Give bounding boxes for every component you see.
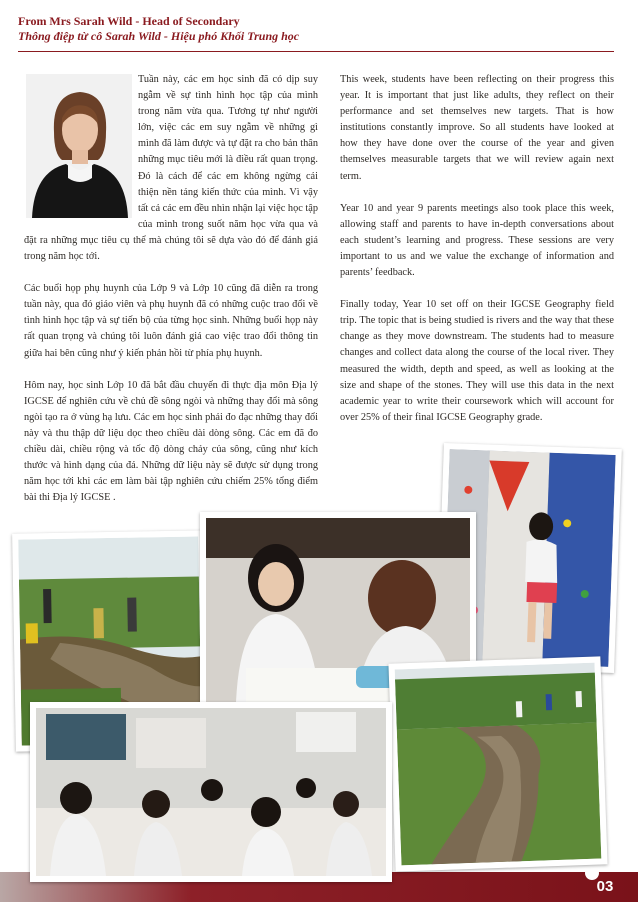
page-header	[18, 14, 618, 44]
vi-paragraph-1: Tuần này, các em học sinh đã có dịp suy ngẫm về sự tình hình học tập của mình trong năm vừa qua. Tương tự như người lớn, việc các em suy ngẫm về những gì mình đã làm được và tự đặt ra cho bản thân những mục tiêu mới là điều rất quan trọng. Đó là cách để các em không ngừng cải thiện nền tảng kiến thức của mình. Vì vậy tất cả các em đều nhìn nhận lại việc học tập của mình trong suốt năm học vừa qua và đặt ra những mục tiêu cụ thể mà chúng tôi sẽ dựa vào đó để đánh giá trong năm học tới.	[24, 74, 318, 263]
vi-paragraph-2: Các buổi họp phụ huynh của Lớp 9 và Lớp 10 cũng đã diễn ra trong tuần này, qua đó giáo viên và phụ huynh đã có những cuộc trao đổi về tình hình học tập và sự tiến bộ của từng học sinh. Những buổi họp này rất quan trọng và chúng tôi luôn đánh giá cao việc trao đổi thông tin giữa hai bên cũng như ý kiến phản hồi từ phía phụ huynh.	[24, 283, 318, 359]
classroom-illustration	[36, 708, 386, 876]
photo-river-walk	[388, 656, 607, 871]
page-number: 03	[596, 878, 614, 895]
photo-classroom	[30, 702, 392, 882]
english-article	[340, 72, 614, 442]
header-title-vi: Thông điệp từ cô Sarah Wild - Hiệu phó Khối Trung học	[18, 29, 300, 43]
en-paragraph-2: Year 10 and year 9 parents meetings also took place this week, allowing staff and parents to have in-depth conversations about each student’s learning and progress. These sessions are very important to us and we value the exchange of information and parents’ feedback.	[340, 202, 614, 279]
river-walk-illustration	[395, 663, 602, 866]
vi-paragraph-3: Hôm nay, học sinh Lớp 10 đã bắt đầu chuyến đi thực địa môn Địa lý IGCSE để nghiên cứu về chủ đề sông ngòi và những thay đổi mà sông ngòi tạo ra ở vùng hạ lưu. Các em học sinh phải đo đạc những thay đổi này và thu thập dữ liệu dọc theo chiều dài dòng sông. Các em đã đo chiều dài, chiều rộng và tốc độ dòng chảy của sông, cũng như kích thước và hình dạng của đá. Những dữ liệu này sẽ được sử dụng trong năm học tới khi các em làm bài tập nghiên cứu chiếm 25% tổng điểm bài thi Địa lý IGCSE .	[24, 379, 318, 504]
vietnamese-article	[24, 72, 318, 522]
header-divider	[18, 51, 614, 52]
en-paragraph-3: Finally today, Year 10 set off on their IGCSE Geography field trip. The topic that is being studied is rivers and the way that these change as they move downstream. The students had to measure changes and collect data along the course of the local river. They measured the width, depth and speed, as well as looking at the size and shape of the stones. They will use this data in the next academic year to write their coursework which will account for over 25% of their final IGCSE Geography grade.	[340, 299, 614, 423]
en-paragraph-1: This week, students have been reflecting on their progress this year. It is important that just like adults, they reflect on their performance and set themselves new targets. That is how institutions constantly improve. So all students have looked at how they have done over the course of the year and given themselves measurable targets that we will review again next term.	[340, 74, 614, 182]
header-title-en: From Mrs Sarah Wild - Head of Secondary	[18, 14, 240, 28]
